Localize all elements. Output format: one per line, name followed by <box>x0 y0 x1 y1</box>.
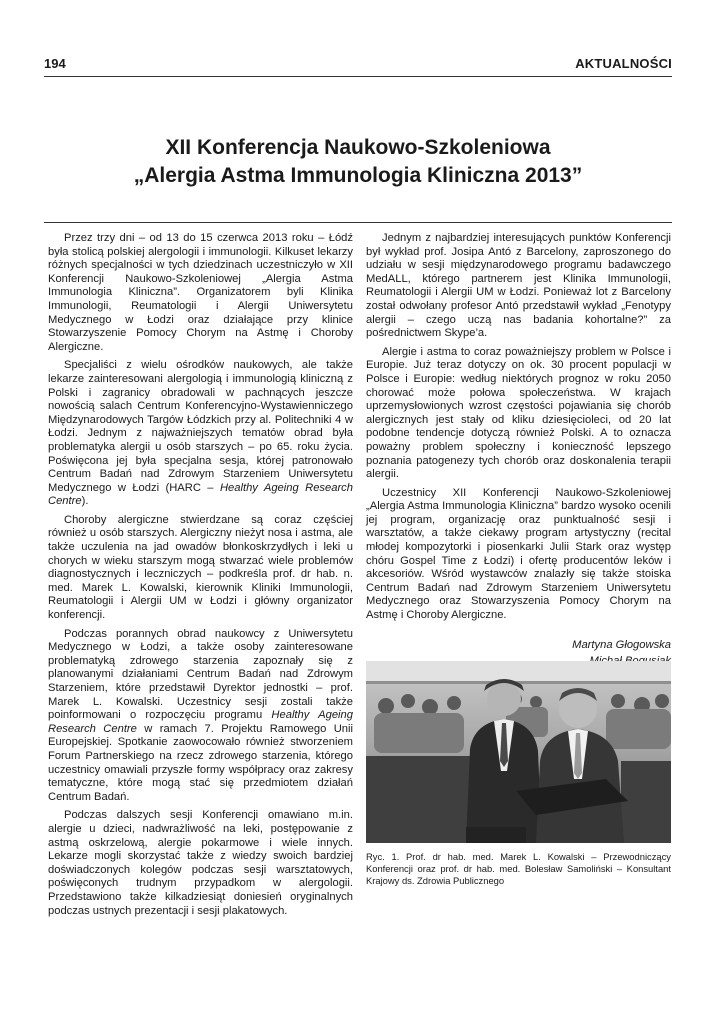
text-run: w ramach 7. Projektu Ramowego Unii Europejskiej. Spotkanie zaowocowało również stworzeniem Forum Partnerskiego na rzecz zdrowego starzenia, którego uczestnicy omawiali przyszłe formy współpracy oraz zakresy tematyczne, które mogą stać się przedmiotem działań Centrum Badań. <box>48 722 354 803</box>
paragraph: Podczas dalszych sesji Konferencji omawiano m.in. alergie u dzieci, nadwrażliwość na leki, postępowanie z astmą oskrzelową, alergie pokarmowe i wiele innych. Lekarze mogli skorzystać także z wiedzy swoich bardziej doświadczonych kolegów podczas sesji warsztatowych, poświęconych trudnym przypadkom w alergologii. Przedstawiono także kilkadziesiąt doniesień oryginalnych podczas ustnych prezentacji i sesji plakatowych. <box>48 809 353 917</box>
figure-caption: Ryc. 1. Prof. dr hab. med. Marek L. Kowalski – Przewodniczący Konferencji oraz prof. dr hab. med. Bolesław Samoliński – Konsultant Krajowy ds. Zdrowia Publicznego <box>366 851 671 886</box>
paragraph: Uczestnicy XII Konferencji Naukowo-Szkoleniowej „Alergia Astma Immunologia Kliniczna” bardzo wysoko ocenili jej program, organizację oraz punktualność sesji i warsztatów, a także ciekawy program artystyczny (recital młodej kompozytorki i piosenkarki Julii Stark oraz występ chóru Gospel Time z Łodzi) i ofertę producentów leków i akcesoriów. Wśród wystawców znalazły się także stoiska Centrum Badań nad Zdrowym Starzeniem Uniwersytetu Medycznego oraz Stowarzyszenia Pomocy Chorym na Astmę i Choroby Alergiczne. <box>366 486 671 622</box>
title-divider <box>44 222 672 223</box>
paragraph: Choroby alergiczne stwierdzane są coraz częściej również u osób starszych. Alergiczny nieżyt nosa i astma, ale także uczulenia na jad owadów błonkoskrzydłych i leki u chorych w wieku starszym mogą stwarzać wiele problemów diagnostycznych i leczniczych – podkreśla prof. dr hab. n. med. Marek L. Kowalski, kierownik Kliniki Immunologii, Reumatologii i Alergii UM w Łodzi i główny organizator konferencji. <box>48 513 353 622</box>
emphasis-text: Healthy Ageing Research Centre <box>48 481 354 508</box>
photo-illustration <box>366 661 671 843</box>
paragraph: Alergie i astma to coraz poważniejszy problem w Polsce i Europie. Już teraz dotyczy on ok. 30 procent populacji w Polsce i Europie: według niektórych prognoz w roku 2050 chorować może połowa społeczeństwa. W krajach uprzemysłowionych wzrost częstości pojawiania się chorób alergicznych jest stały od kliku dziesięcioleci, od 20 lat podobne tendencje dotyczą również Polski. A to oznacza poważny problem społeczny i konieczność lepszego poznania patogenezy tych chorób oraz doskonalenia terapii alergii. <box>366 345 671 481</box>
paragraph <box>48 628 353 805</box>
paragraph: Przez trzy dni – od 13 do 15 czerwca 2013 roku – Łódź była stolicą polskiej alergologii i immunologii. Kilkuset lekarzy różnych specjalności w tych dziedzinach uczestniczyło w XII Konferencji Naukowo-Szkoleniowej „Alergia Astma Immunologia Kliniczna”. Organizatorem byli Klinika Immunologii, Reumatologii i Alergii Uniwersytetu Medycznego w Łodzi oraz działające przy klinice Stowarzyszenie Pomocy Chorym na Astmę i Choroby Alergiczne. <box>48 232 353 353</box>
page-number: 194 <box>44 56 66 71</box>
title-line-2: „Alergia Astma Immunologia Kliniczna 2013” <box>133 164 583 187</box>
author-name: Martyna Głogowska <box>572 638 671 651</box>
title-line-1: XII Konferencja Naukowo-Szkoleniowa <box>165 136 551 159</box>
right-column <box>366 232 671 669</box>
header-divider <box>44 76 672 77</box>
left-column <box>48 232 353 923</box>
paragraph: Jednym z najbardziej interesujących punktów Konferencji był wykład prof. Josipa Antó z Barcelony, zaproszonego do udziału w sesji międzynarodowego programu badawczego MedALL, którego partnerem jest Klinika Immunologii, Reumatologii i Alergii UM w Łodzi. Ponieważ lot z Barcelony został odwołany profesor Antó przedstawił wykład „Fenotypy alergii – czego uczą nas badania kohortalne?” za pośrednictwem Skype’a. <box>366 232 671 340</box>
conference-photo <box>366 661 671 843</box>
text-run: Specjaliści z wielu ośrodków naukowych, ale także lekarze zainteresowani alergologią i immunologią kliniczną z Polski i zagranicy obradowali w pachnących jeszcze nowością salach Centrum Konferencyjno-Wystawienniczego Międzynarodowych Targów Łódzkich przy al. Politechniki 4 w Łodzi. Jednym z najważniejszych tematów obrad była problematyka alergii u osób starszych – po 65. roku życia. Poświęcona jej była specjalna sesja, której patronowało Centrum Badań nad Zdrowym Starzeniem Uniwersytetu Medycznego w Łodzi (HARC – <box>48 359 353 494</box>
article-title <box>44 134 672 190</box>
paragraph <box>48 359 353 509</box>
section-label: AKTUALNOŚCI <box>575 56 672 71</box>
text-run: ). <box>81 495 89 508</box>
text-run: Podczas porannych obrad naukowcy z Uniwersytetu Medycznego w Łodzi, a także osoby zainteresowane problematyką zdrowego starzenia zapoznały się z planowanymi działaniami Centrum Badań nad Zdrowym Starzeniem, które przedstawił Dyrektor jednostki – prof. Marek L. Kowalski. Uczestnicy sesji zostali także poinformowani o rozpoczęciu programu <box>48 627 353 722</box>
emphasis-text: Healthy Ageing Research Centre <box>48 709 353 735</box>
